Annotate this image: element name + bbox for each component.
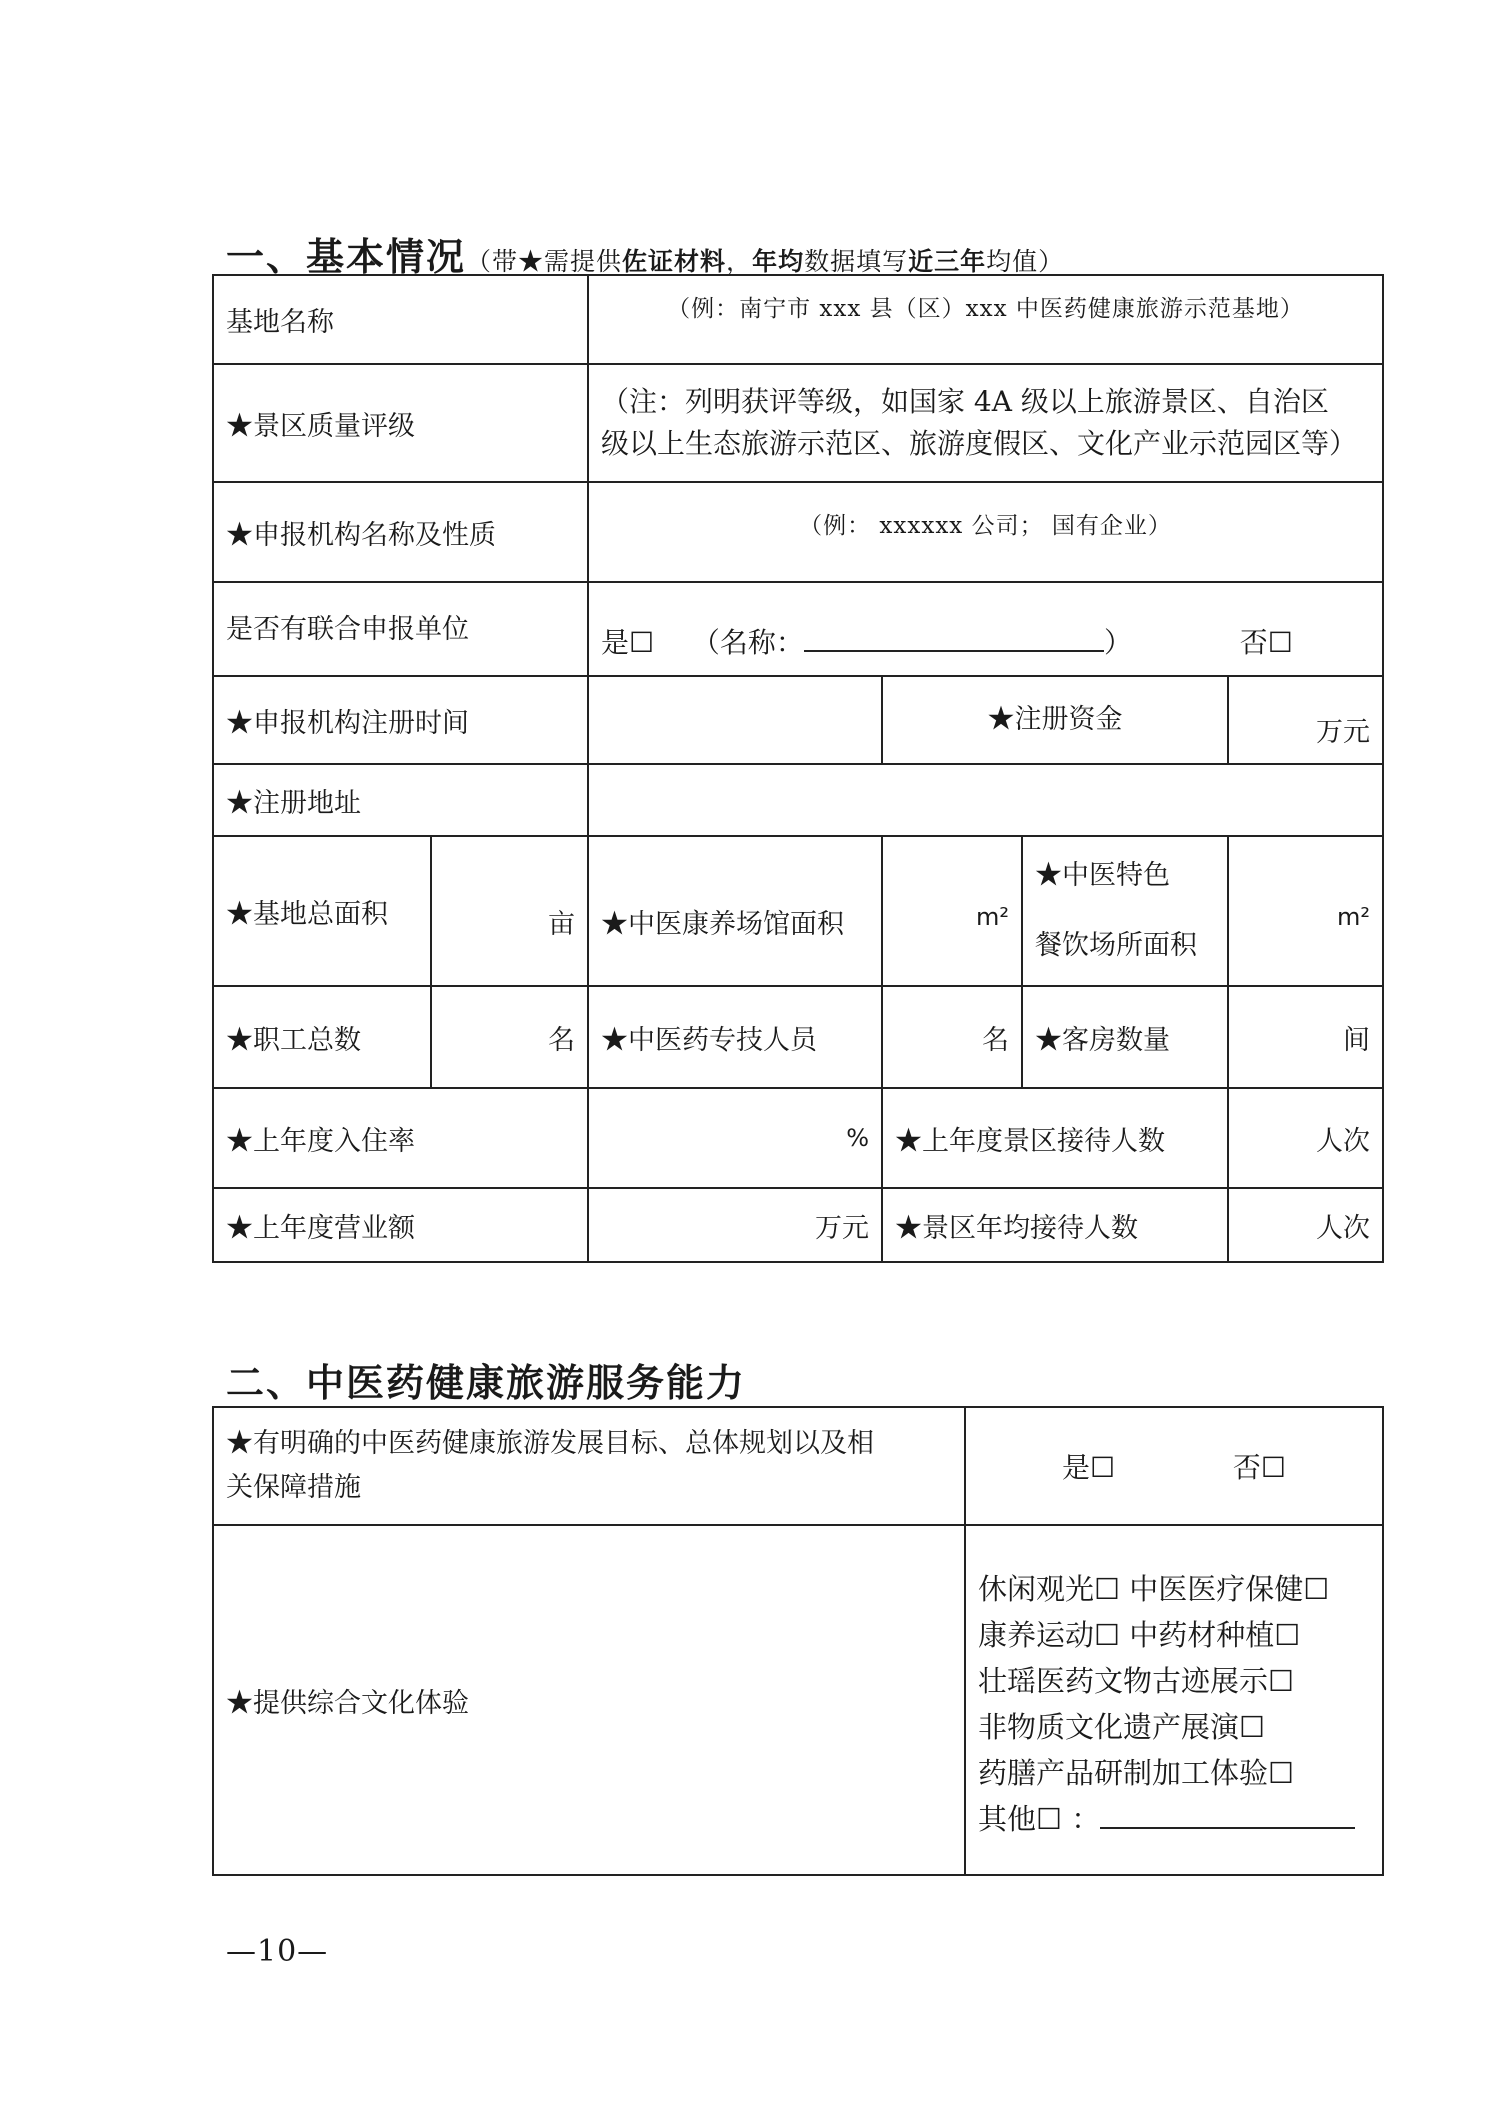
note-pre: （带★需提供 [466, 247, 623, 276]
note-post: 均值） [986, 247, 1065, 276]
occupancy-unit[interactable]: % [588, 1088, 882, 1188]
reg-addr-label: ★注册地址 [213, 764, 588, 836]
note-bold-1: 佐证材料 [622, 247, 727, 276]
joint-name-close: ） [1103, 626, 1132, 659]
reg-capital-unit[interactable]: 万元 [1228, 676, 1383, 764]
goal-no-checkbox[interactable]: 否☐ [1232, 1451, 1287, 1484]
culture-other-input[interactable] [1100, 1803, 1355, 1829]
table-row [213, 764, 1383, 836]
revenue-unit[interactable]: 万元 [588, 1188, 882, 1262]
tcm-dining-label-2: 餐饮场所面积 [1035, 930, 1197, 961]
table-row [213, 275, 1383, 364]
section2-heading: 二、中医药健康旅游服务能力 [226, 1361, 747, 1405]
basic-info-table [212, 274, 1384, 1263]
tcm-staff-label: ★中医药专技人员 [588, 986, 882, 1088]
goal-label-line-2: 关保障措施 [226, 1472, 361, 1503]
joint-field [588, 582, 1383, 676]
reg-time-field[interactable] [588, 676, 882, 764]
culture-other-checkbox[interactable]: 其他☐ ： [978, 1802, 1101, 1836]
goal-label [213, 1407, 965, 1525]
joint-name-open: （名称： [691, 626, 804, 659]
reg-addr-field[interactable] [588, 764, 1383, 836]
tcm-venue-label: ★中医康养场馆面积 [588, 836, 882, 986]
reg-capital-label: ★注册资金 [882, 676, 1228, 764]
culture-option[interactable]: 药膳产品研制加工体验☐ [978, 1756, 1294, 1790]
base-name-field[interactable]: （例：南宁市 xxx 县（区）xxx 中医药健康旅游示范基地） [588, 275, 1383, 364]
visitors-label: ★上年度景区接待人数 [882, 1088, 1228, 1188]
table-row [213, 1525, 1383, 1875]
table-row [213, 1188, 1383, 1262]
note-bold-3: 近三年 [908, 247, 987, 276]
service-capability-table [212, 1406, 1384, 1876]
table-row [213, 1088, 1383, 1188]
rooms-unit[interactable]: 间 [1228, 986, 1383, 1088]
section1-title [226, 226, 1064, 281]
table-row [213, 582, 1383, 676]
note-bold-2: 年均 [752, 247, 805, 276]
goal-options [965, 1407, 1383, 1525]
culture-option[interactable]: 非物质文化遗产展演☐ [978, 1710, 1265, 1744]
joint-yes-checkbox[interactable]: 是☐ [601, 626, 655, 659]
staff-label: ★职工总数 [213, 986, 431, 1088]
table-row [213, 364, 1383, 482]
section2-title [226, 1352, 746, 1407]
note-mid-2: 数据填写 [804, 247, 909, 276]
culture-option[interactable]: 休闲观光☐ 中医医疗保健☐ [978, 1572, 1330, 1606]
joint-name-input[interactable] [804, 626, 1104, 652]
rating-note-line-2: 级以上生态旅游示范区、旅游度假区、文化产业示范园区等） [601, 427, 1358, 460]
culture-options [965, 1525, 1383, 1875]
tcm-dining-label-1: ★中医特色 [1035, 860, 1170, 891]
rating-field[interactable] [588, 364, 1383, 482]
note-mid: ， [726, 247, 753, 276]
culture-other-row [978, 1796, 1370, 1842]
table-row [213, 1407, 1383, 1525]
rooms-label: ★客房数量 [1022, 986, 1228, 1088]
table-row [213, 986, 1383, 1088]
tcm-dining-unit[interactable]: m² [1228, 836, 1383, 986]
org-label: ★申报机构名称及性质 [213, 482, 588, 582]
table-row [213, 836, 1383, 986]
tcm-venue-unit[interactable]: m² [882, 836, 1022, 986]
avg-visitors-unit[interactable]: 人次 [1228, 1188, 1383, 1262]
tcm-dining-label [1022, 836, 1228, 986]
section1-note [466, 247, 1064, 276]
reg-time-label: ★申报机构注册时间 [213, 676, 588, 764]
goal-label-line-1: ★有明确的中医药健康旅游发展目标、总体规划以及相 [226, 1428, 874, 1459]
table-row [213, 482, 1383, 582]
org-field[interactable]: （例： xxxxxx 公司； 国有企业） [588, 482, 1383, 582]
visitors-unit[interactable]: 人次 [1228, 1088, 1383, 1188]
joint-no-checkbox[interactable]: 否☐ [1239, 626, 1293, 659]
goal-yes-checkbox[interactable]: 是☐ [1061, 1451, 1116, 1484]
rating-note-line-1: （注：列明获评等级，如国家 4A 级以上旅游景区、自治区 [601, 385, 1329, 418]
tcm-staff-unit[interactable]: 名 [882, 986, 1022, 1088]
total-area-label: ★基地总面积 [213, 836, 431, 986]
page-number: —10— [226, 1934, 329, 1969]
staff-unit[interactable]: 名 [431, 986, 588, 1088]
joint-label: 是否有联合申报单位 [213, 582, 588, 676]
base-name-label: 基地名称 [213, 275, 588, 364]
revenue-label: ★上年度营业额 [213, 1188, 588, 1262]
total-area-unit[interactable]: 亩 [431, 836, 588, 986]
culture-option[interactable]: 康养运动☐ 中药材种植☐ [978, 1618, 1301, 1652]
rating-label: ★景区质量评级 [213, 364, 588, 482]
culture-label: ★提供综合文化体验 [213, 1525, 965, 1875]
avg-visitors-label: ★景区年均接待人数 [882, 1188, 1228, 1262]
occupancy-label: ★上年度入住率 [213, 1088, 588, 1188]
table-row [213, 676, 1383, 764]
section1-heading: 一、基本情况 [226, 235, 467, 279]
culture-option[interactable]: 壮瑶医药文物古迹展示☐ [978, 1664, 1294, 1698]
